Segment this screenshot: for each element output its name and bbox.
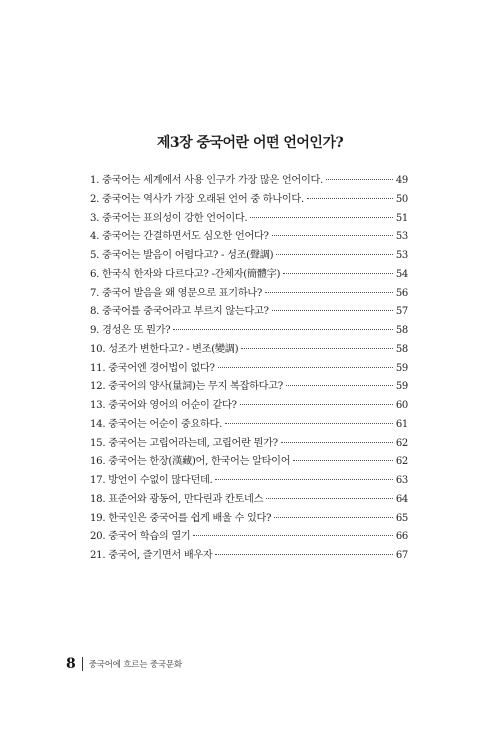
toc-entry xyxy=(90,322,408,341)
toc-entry-page: 59 xyxy=(395,381,408,393)
toc-entry xyxy=(90,266,408,285)
footer-book-title: 중국어에 흐르는 중국문화 xyxy=(88,660,182,670)
toc-entry-title: 8. 중국어를 중국어라고 부르지 않는다고? xyxy=(90,306,269,318)
toc-entry-page: 58 xyxy=(395,343,408,355)
toc-entry xyxy=(90,191,408,210)
toc-entry-title: 6. 한국식 한자와 다르다고? -간체자(簡體字) xyxy=(90,268,281,280)
toc-entry xyxy=(90,303,408,322)
page-footer xyxy=(66,656,182,672)
toc-entry-page: 51 xyxy=(395,212,408,224)
toc-entry-page: 54 xyxy=(395,268,408,280)
toc-entry-page: 67 xyxy=(395,550,408,561)
toc-entry-title: 10. 성조가 변한다고? - 변조(變調) xyxy=(90,343,239,355)
toc-entry-title: 2. 중국어는 역사가 가장 오래된 언어 중 하나이다. xyxy=(90,193,304,205)
toc-entry xyxy=(90,547,408,566)
toc-entry-title: 11. 중국어엔 경어법이 없다? xyxy=(90,362,215,374)
toc-entry xyxy=(90,341,408,360)
toc-entry xyxy=(90,285,408,304)
toc-entry xyxy=(90,510,408,529)
toc-leader-dots xyxy=(250,217,392,218)
toc-entry-page: 64 xyxy=(395,493,408,505)
toc-entry-title: 3. 중국어는 표의성이 강한 언어이다. xyxy=(90,212,248,224)
toc-entry-title: 19. 한국인은 중국어를 쉽게 배울 수 있다? xyxy=(90,512,272,524)
toc-entry-title: 14. 중국어는 어순이 중요하다. xyxy=(90,418,223,430)
toc-entry xyxy=(90,528,408,547)
chapter-title: 제3장 중국어란 어떤 언어인가? xyxy=(156,135,344,151)
toc-entry-page: 66 xyxy=(395,531,408,543)
toc-entry xyxy=(90,491,408,510)
toc-entry xyxy=(90,453,408,472)
toc-entry-title: 9. 경성은 또 뭔가? xyxy=(90,325,171,336)
toc-leader-dots xyxy=(281,442,393,443)
toc-entry-page: 65 xyxy=(395,512,408,524)
toc-leader-dots xyxy=(274,517,393,518)
toc-entry-page: 49 xyxy=(395,175,408,186)
toc-entry xyxy=(90,378,408,397)
toc-entry-page: 63 xyxy=(395,475,408,486)
toc-entry-title: 1. 중국어는 세계에서 사용 인구가 가장 많은 언어이다. xyxy=(90,175,323,186)
footer-divider xyxy=(82,657,83,671)
toc-entry-title: 18. 표준어와 광동어, 만다린과 칸토네스 xyxy=(90,493,264,505)
toc-leader-dots xyxy=(215,554,392,555)
footer-page-number: 8 xyxy=(66,656,76,672)
toc-entry-page: 53 xyxy=(395,250,408,261)
toc-leader-dots xyxy=(266,498,393,499)
toc-entry-page: 61 xyxy=(395,418,408,430)
toc-entry-page: 53 xyxy=(395,231,408,243)
toc-leader-dots xyxy=(241,348,393,349)
toc-entry-title: 17. 방언이 수없이 많다던데. xyxy=(90,475,213,486)
toc-leader-dots xyxy=(272,235,393,236)
toc-leader-dots xyxy=(265,292,393,293)
toc-leader-dots xyxy=(326,179,393,180)
toc-entry-page: 62 xyxy=(395,456,408,468)
toc-leader-dots xyxy=(283,273,393,274)
toc-leader-dots xyxy=(240,404,393,405)
toc-entry-title: 21. 중국어, 즐기면서 배우자 xyxy=(90,550,213,561)
toc-entry xyxy=(90,360,408,379)
toc-entry-page: 62 xyxy=(395,437,408,449)
table-of-contents xyxy=(90,172,408,566)
toc-leader-dots xyxy=(293,460,393,461)
toc-entry-title: 7. 중국어 발음을 왜 영문으로 표기하나? xyxy=(90,287,263,299)
toc-leader-dots xyxy=(215,479,392,480)
toc-entry-page: 56 xyxy=(395,287,408,299)
toc-leader-dots xyxy=(286,385,393,386)
toc-leader-dots xyxy=(218,367,393,368)
toc-leader-dots xyxy=(276,254,393,255)
toc-entry xyxy=(90,172,408,191)
toc-entry xyxy=(90,472,408,491)
toc-entry-page: 59 xyxy=(395,362,408,374)
toc-entry xyxy=(90,416,408,435)
toc-leader-dots xyxy=(225,423,393,424)
toc-entry xyxy=(90,210,408,229)
toc-entry-page: 50 xyxy=(395,193,408,205)
toc-entry-title: 16. 중국어는 한장(漢藏)어, 한국어는 알타이어 xyxy=(90,456,291,468)
toc-entry xyxy=(90,228,408,247)
toc-entry-title: 13. 중국어와 영어의 어순이 같다? xyxy=(90,400,237,411)
toc-entry-title: 5. 중국어는 발음이 어렵다고? - 성조(聲調) xyxy=(90,250,274,261)
toc-leader-dots xyxy=(193,535,392,536)
toc-entry xyxy=(90,397,408,416)
toc-entry-title: 4. 중국어는 간결하면서도 심오한 언어다? xyxy=(90,231,269,243)
toc-leader-dots xyxy=(173,329,393,330)
toc-entry xyxy=(90,435,408,454)
toc-entry xyxy=(90,247,408,266)
toc-entry-page: 58 xyxy=(395,325,408,336)
toc-leader-dots xyxy=(272,310,393,311)
toc-entry-page: 57 xyxy=(395,306,408,318)
toc-entry-page: 60 xyxy=(395,400,408,411)
toc-entry-title: 12. 중국어의 양사(量詞)는 무지 복잡하다고? xyxy=(90,381,283,393)
toc-entry-title: 20. 중국어 학습의 열기 xyxy=(90,531,191,543)
toc-entry-title: 15. 중국어는 고립어라는데, 고립어란 뭔가? xyxy=(90,437,278,449)
toc-leader-dots xyxy=(307,198,393,199)
